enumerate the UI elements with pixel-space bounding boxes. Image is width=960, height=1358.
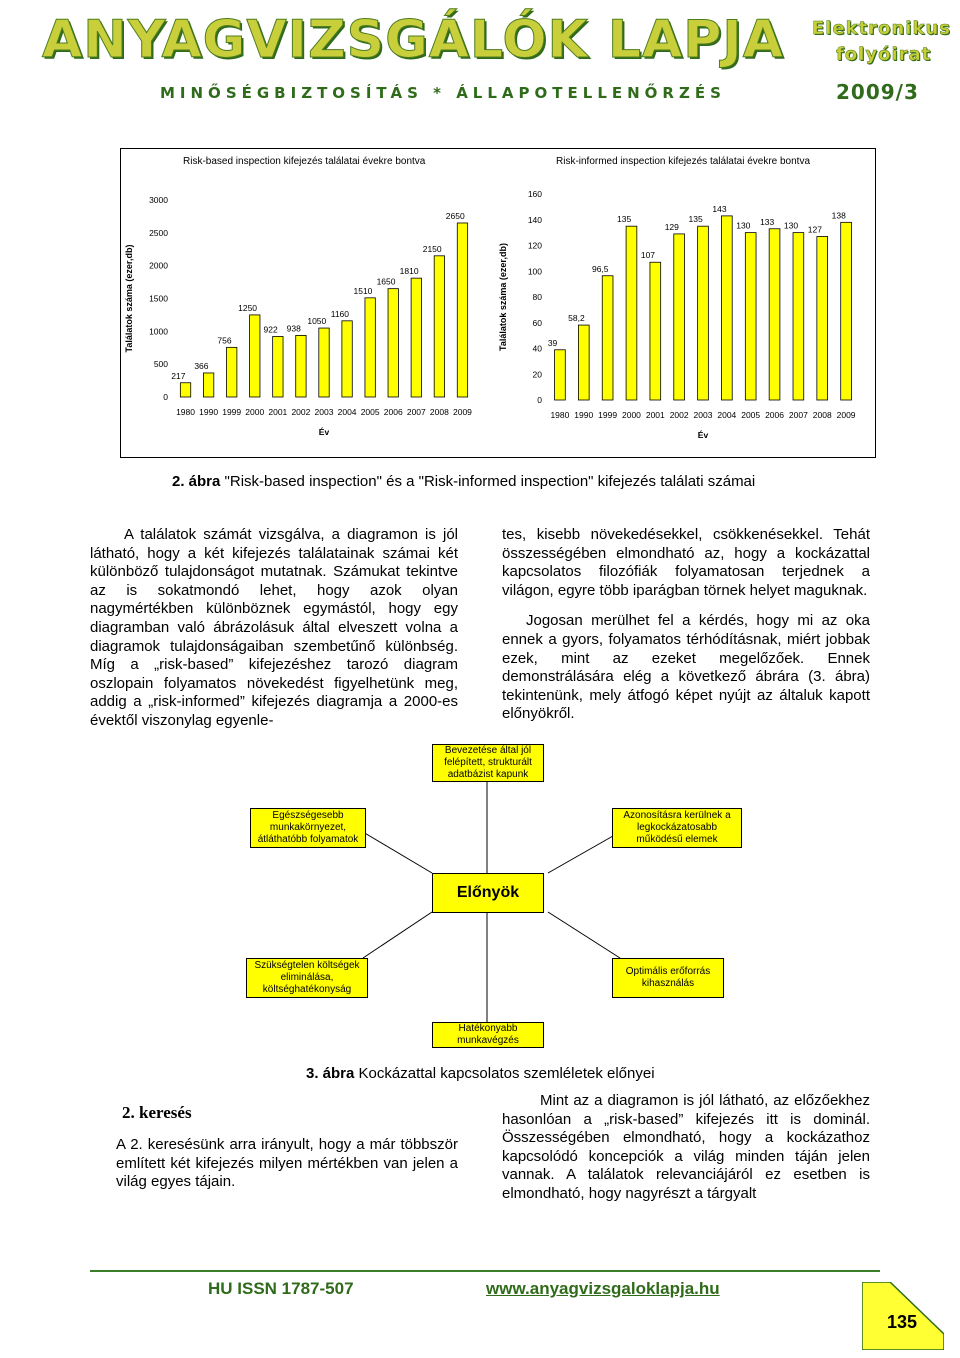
diagram-box-upper-left: Egészségesebb munkakörnyezet, átláthatóbb folyamatok: [250, 808, 366, 848]
section2-paragraph: A 2. keresésünk arra irányult, hogy a már többször említett két kifejezés milyen mértékben van jelen a világ egyes tájain.: [116, 1136, 458, 1191]
chart2-ytick: 140: [527, 214, 542, 225]
chart1-xtick: 2008: [429, 407, 449, 417]
chart1-value-label: 756: [217, 335, 232, 346]
chart1-xtick: 2001: [268, 407, 288, 417]
chart2-xtick: 2006: [765, 410, 784, 420]
chart2-value-label: 135: [617, 214, 632, 225]
chart2-value-label: 96,5: [591, 263, 609, 274]
chart1-value-label: 1160: [330, 308, 350, 319]
diagram-box-upper-right: Azonosításra kerülnek a legkockázatosabb működésű elemek: [612, 808, 742, 848]
chart2-ytick: 100: [527, 266, 542, 277]
connector-upper-left: [363, 832, 432, 873]
figure2-caption-number: 2. ábra: [172, 473, 221, 490]
chart1-xtick: 2009: [453, 407, 472, 417]
chart2-value-label: 133: [760, 216, 775, 227]
chart2-ytick: 80: [532, 292, 542, 302]
chart2-ytick: 160: [527, 189, 542, 199]
figure3-caption-text: Kockázattal kapcsolatos szemléletek előnyei: [354, 1065, 655, 1082]
chart1-value-label: 366: [194, 360, 209, 371]
connector-upper-right: [548, 832, 620, 873]
chart2-value-label: 107: [640, 250, 656, 261]
figure3-caption-number: 3. ábra: [306, 1065, 355, 1082]
chart2-ylabel: Találatok száma (ezer,db): [498, 243, 508, 351]
chart1-xtick: 2004: [337, 407, 357, 417]
chart2-xtick: 1990: [574, 410, 594, 420]
chart1-value-label: 1510: [353, 285, 373, 296]
footer-divider: [90, 1270, 880, 1272]
chart2-value-label: 135: [688, 214, 703, 225]
chart2-xtick: 2005: [741, 410, 761, 420]
chart1-value-label: 1250: [238, 302, 258, 313]
chart2-value-label: 143: [712, 203, 727, 214]
chart1-value-label: 217: [171, 370, 186, 381]
diagram-box-lower-right: Optimális erőforrás kihasználás: [612, 958, 724, 998]
chart2-value-label: 138: [831, 210, 846, 221]
chart2-xtick: 2003: [693, 410, 713, 420]
left-column-paragraph: A találatok számát vizsgálva, a diagramon is jól látható, hogy a két kifejezés találatainak számai két különböző tulajdonságot mutatnak. Számukat tekintve az is sokatmondó lehet, hogy azok olyan nagymértékben különböznek egymástól, hogy egy diagramban való ábrázolásuk által elveszett volna a diagramok tulajdonságaiban szembetűnő különbség. Míg a „risk-based” kifejezéshez tarozó diagram oszlopain folyamatos növekedést figyelhetünk meg, addig a „risk-informed” kifejezés diagramja a 2000-es évektől viszonylag egyenle-: [90, 526, 458, 729]
chart1-xtick: 2003: [314, 407, 334, 417]
chart1-xtick: 1990: [199, 407, 219, 417]
chart1-ylabel: Találatok száma (ezer,db): [124, 244, 134, 353]
chart2-xtick: 2007: [788, 410, 808, 420]
chart1-xtick: 2006: [383, 407, 403, 417]
chart1-ytick: 500: [153, 359, 168, 370]
chart2-ytick: 60: [532, 317, 542, 328]
chart1-ytick: 1500: [149, 293, 168, 304]
chart2-xtick: 2008: [812, 410, 832, 420]
chart2-value-label: 58,2: [568, 313, 585, 324]
chart1-ytick: 3000: [149, 195, 168, 205]
masthead-issue: 2009/3: [836, 80, 919, 104]
right-column-paragraph1: tes, kisebb növekedésekkel, csökkenésekkel. Tehát összességében elmondható az, hogy a kockázattal kapcsolatos filozófiák folyamatosan terjednek a világon, egyre több iparágban törnek helyet maguknak.: [502, 526, 870, 599]
chart2-value-label: 129: [664, 221, 679, 232]
masthead-title: ANYAGVIZSGÁLÓK LAPJA: [42, 10, 785, 70]
chart2-value-label: 39: [547, 337, 558, 348]
chart1-ytick: 2500: [149, 227, 168, 238]
chart1-ytick: 0: [163, 392, 168, 402]
right-column-paragraph2: Jogosan merülhet fel a kérdés, hogy mi az oka ennek a gyors, folyamatos térhódításnak, miért jobbak ezek, mint az ezeket megelőzőek. Ennek demonstrálására elég a következő ábrára (3. ábra) tekintenünk, mely átfogó képet nyújt az általuk kapott előnyökről.: [502, 612, 870, 723]
connector-lower-right: [548, 912, 620, 958]
masthead-subtitle: MINŐSÉGBIZTOSÍTÁS * ÁLLAPOTELLENŐRZÉS: [160, 84, 726, 102]
chart1-xlabel: Év: [318, 427, 330, 437]
diagram-box-lower-left: Szükségtelen költségek eliminálása, költséghatékonyság: [246, 958, 368, 998]
section2-text: [116, 1136, 458, 1192]
chart2-title: Risk-informed inspection kifejezés találatai évekre bontva: [556, 156, 811, 167]
chart2-ytick: 0: [537, 395, 542, 405]
chart2-value-label: 130: [783, 220, 799, 231]
masthead-edition-line1: Elektronikus: [812, 18, 951, 39]
footer-issn: HU ISSN 1787-507: [208, 1279, 354, 1298]
chart1-value-label: 1810: [399, 266, 419, 277]
chart1-xtick: 2002: [291, 407, 311, 417]
chart1-value-label: 2650: [445, 210, 465, 221]
chart1-value-label: 922: [263, 324, 278, 335]
figure3-caption: [306, 1065, 655, 1082]
diagram-box-top: Bevezetése által jól felépített, strukturált adatbázist kapunk: [432, 744, 544, 782]
chart2-xtick: 2002: [669, 410, 689, 420]
chart2-ytick: 40: [532, 343, 542, 354]
chart2-xtick: 2004: [717, 410, 737, 420]
connector-lower-left: [363, 912, 432, 958]
right-column-bottom: [502, 1092, 870, 1204]
chart2-ytick: 120: [527, 240, 542, 251]
figure2-caption-text: "Risk-based inspection" és a "Risk-informed inspection" kifejezés találati számai: [220, 473, 756, 490]
chart1-value-label: 1050: [307, 316, 327, 327]
chart2-xtick: 2009: [836, 410, 856, 420]
page-number-badge: [862, 1282, 944, 1350]
chart1-xtick: 1999: [222, 407, 242, 417]
chart2-value-label: 130: [736, 220, 751, 231]
masthead-edition-line2: folyóirat: [836, 44, 932, 65]
chart1-xtick: 1980: [176, 407, 195, 417]
chart1-value-label: 1650: [376, 276, 396, 287]
chart1-value-label: 2150: [422, 243, 442, 254]
chart2-xtick: 1980: [550, 410, 570, 420]
page-number: 135: [886, 1312, 918, 1332]
chart1-xtick: 2007: [406, 407, 426, 417]
footer-url-link[interactable]: www.anyagvizsgaloklapja.hu: [486, 1279, 720, 1298]
chart2-xtick: 2000: [622, 410, 641, 420]
diagram-box-center: Előnyök: [432, 873, 544, 913]
chart2-xlabel: Év: [697, 430, 709, 440]
right-column-bottom-paragraph: Mint az a diagramon is jól látható, az előzőekhez hasonlóan a „risk-based” kifejezés itt is dominál. Összességében elmondható, hogy a kockázathoz kapcsolódó koncepciók a világ minden táján jelen vannak. A találatok relevanciájáról ez esetben is elmondható, hogy nagyrészt a tárgyalt: [502, 1092, 870, 1202]
chart2-xtick: 1999: [598, 410, 618, 420]
diagram-box-bottom: Hatékonyabb munkavégzés: [432, 1022, 544, 1048]
chart1-value-label: 938: [286, 323, 301, 334]
chart1-ytick: 2000: [149, 260, 168, 271]
chart2-xtick: 2001: [645, 410, 665, 420]
chart1-xtick: 2000: [245, 407, 265, 417]
section2-heading: 2. keresés: [122, 1103, 192, 1122]
chart1-ytick: 1000: [149, 326, 168, 337]
chart1-xtick: 2005: [360, 407, 380, 417]
chart2-ytick: 20: [532, 369, 542, 380]
chart1-title: Risk-based inspection kifejezés találatai évekre bontva: [183, 156, 426, 167]
chart2-value-label: 127: [807, 224, 822, 235]
